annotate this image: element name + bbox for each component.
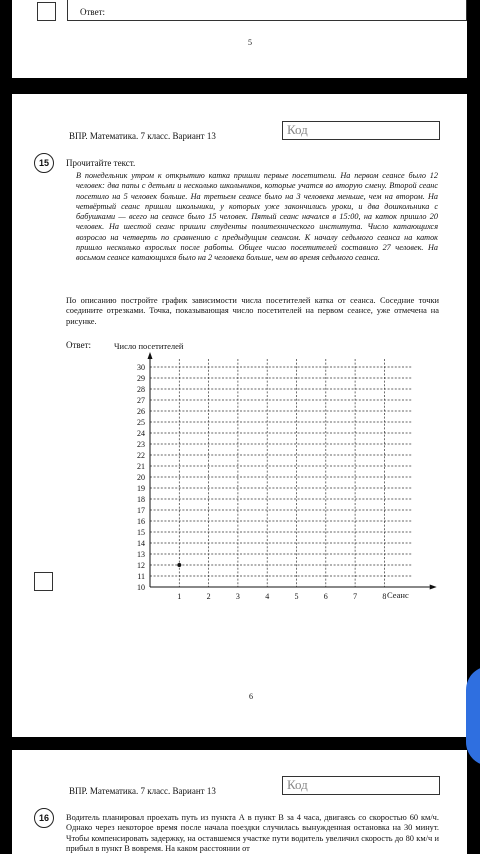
y-tick-label: 26 — [137, 407, 145, 416]
answer-chart[interactable] — [12, 94, 467, 614]
code-label: Код — [287, 122, 308, 137]
y-tick-label: 21 — [137, 462, 145, 471]
y-tick-label: 22 — [137, 451, 145, 460]
y-tick-label: 30 — [137, 363, 145, 372]
y-tick-label: 28 — [137, 385, 145, 394]
y-tick-label: 23 — [137, 440, 145, 449]
page-6 — [12, 94, 467, 737]
page-number: 6 — [249, 692, 253, 701]
x-axis-arrow — [430, 585, 437, 590]
y-tick-label: 19 — [137, 484, 145, 493]
variant-header: ВПР. Математика. 7 класс. Вариант 13 — [69, 786, 216, 796]
y-tick-label: 20 — [137, 473, 145, 482]
x-tick-label: 4 — [265, 592, 270, 601]
x-tick-label: 5 — [294, 592, 299, 601]
y-tick-label: 11 — [137, 572, 145, 581]
y-tick-label: 25 — [137, 418, 145, 427]
x-tick-label: 7 — [353, 592, 358, 601]
y-tick-label: 13 — [137, 550, 145, 559]
task-number-badge: 16 — [34, 808, 54, 828]
y-tick-label: 24 — [137, 429, 145, 438]
chart-points[interactable] — [177, 563, 181, 567]
task-prompt: Прочитайте текст. — [66, 158, 136, 168]
y-tick-label: 18 — [137, 495, 145, 504]
x-tick-labels — [177, 592, 386, 601]
page-5-fragment — [12, 0, 467, 78]
y-tick-label: 17 — [137, 506, 145, 515]
x-tick-label: 6 — [323, 592, 328, 601]
answer-box[interactable] — [67, 0, 467, 21]
page-number: 5 — [248, 38, 252, 47]
task-number-badge: 15 — [34, 153, 54, 173]
y-tick-label: 15 — [137, 528, 145, 537]
score-checkbox[interactable] — [37, 2, 56, 21]
page-7-fragment — [12, 750, 467, 854]
chart-grid — [150, 359, 412, 587]
task-instruction: По описанию постройте график зависимости числа посетителей катка от сеанса. Соседние точки соедините отрезками. Точка, показывающая число посетителей на первом сеансе, уже отмечена на рисунке. — [66, 296, 439, 326]
answer-label: Ответ: — [66, 340, 92, 350]
task-text: Водитель планировал проехать путь из пункта А в пункт В за 4 часа, двигаясь со скоростью 60 км/ч. Однако через некоторое время после начала поездки случилась вынужденная остановка на 30 минут. Чтобы компенсировать задержку, на оставшемся участке пути водитель увеличил скорость до 80 км/ч и прибыл в пункт В вовремя. На каком расстоянии от — [66, 813, 439, 853]
variant-header: ВПР. Математика. 7 класс. Вариант 13 — [69, 131, 216, 141]
code-field[interactable] — [282, 776, 440, 795]
task-story: В понедельник утром к открытию катка пришли первые посетители. На первом сеансе было 12 человек: два папы с детьми и несколько школьников, которые учатся во вторую смену. Второй сеанс посетило на 5 человек больше. На третьем сеансе было на 3 человека меньше, чем на втором. На четвёртый сеанс пришли школьники, у которых уже закончились уроки, и два дошкольника с бабушками — всего на сеансе было 15 человек. Пятый сеанс начался в 15:00, на каток пришло 20 человек. На шестой сеанс пришли студенты политехнического института. Число катающихся возросло на четверть по сравнению с предыдущим сеансом. К началу седьмого сеанса на каток пришло несколько взрослых после работы. Общее число посетителей составило 27 человек. На восьмом сеансе катающихся было на 2 человека больше, чем во время седьмого сеанса. — [76, 171, 438, 263]
y-tick-label: 14 — [137, 539, 145, 548]
y-tick-label: 16 — [137, 517, 145, 526]
x-tick-label: 1 — [177, 592, 182, 601]
y-axis-label: Число посетителей — [114, 341, 184, 351]
x-tick-label: 8 — [382, 592, 387, 601]
y-axis-arrow — [148, 352, 153, 359]
x-tick-label: 3 — [235, 592, 240, 601]
data-point[interactable] — [177, 563, 181, 567]
y-tick-label: 10 — [137, 583, 145, 592]
x-axis-label: Сеанс — [387, 590, 409, 600]
side-scroll-tab[interactable] — [466, 666, 480, 766]
y-tick-labels — [137, 363, 145, 592]
y-tick-label: 12 — [137, 561, 145, 570]
code-label: Код — [287, 777, 308, 792]
x-tick-label: 2 — [206, 592, 211, 601]
answer-label: Ответ: — [80, 7, 106, 17]
y-tick-label: 27 — [137, 396, 145, 405]
y-tick-label: 29 — [137, 374, 145, 383]
